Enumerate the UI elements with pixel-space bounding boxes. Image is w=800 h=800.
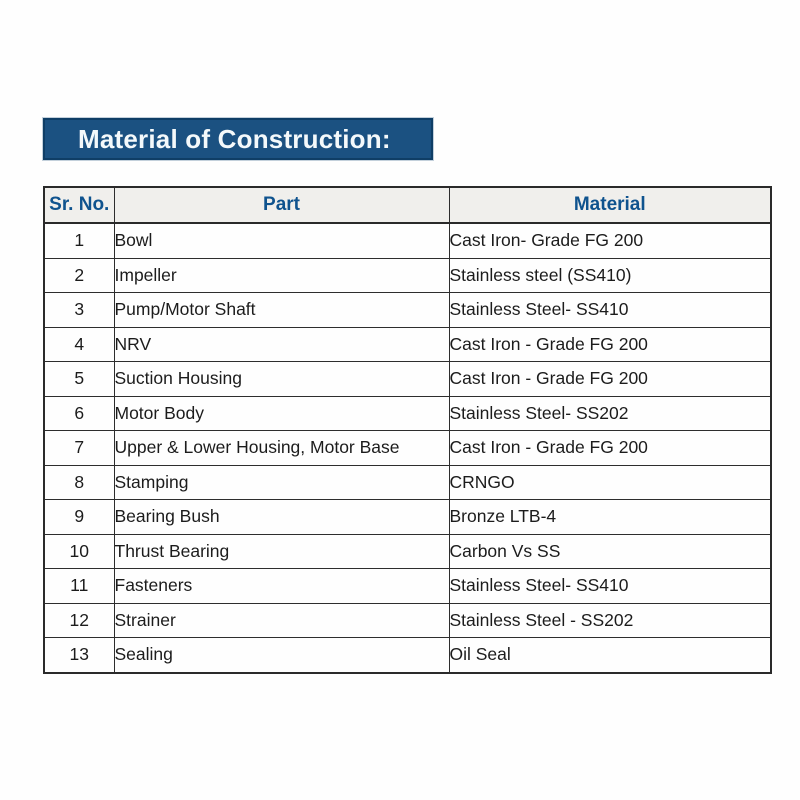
cell-material: Oil Seal — [449, 638, 771, 673]
column-header-part: Part — [114, 187, 449, 223]
cell-material: CRNGO — [449, 465, 771, 500]
cell-part: Motor Body — [114, 396, 449, 431]
cell-sr-no: 2 — [44, 258, 114, 293]
table-row — [44, 431, 771, 466]
cell-part: Pump/Motor Shaft — [114, 293, 449, 328]
table-row — [44, 223, 771, 258]
column-header-sr-no: Sr. No. — [44, 187, 114, 223]
table-row — [44, 327, 771, 362]
table-row — [44, 362, 771, 397]
cell-part: Upper & Lower Housing, Motor Base — [114, 431, 449, 466]
cell-part: Strainer — [114, 603, 449, 638]
cell-part: Bearing Bush — [114, 500, 449, 535]
cell-sr-no: 9 — [44, 500, 114, 535]
material-table — [43, 186, 772, 674]
cell-material: Cast Iron - Grade FG 200 — [449, 362, 771, 397]
cell-material: Stainless steel (SS410) — [449, 258, 771, 293]
table-row — [44, 603, 771, 638]
cell-material: Stainless Steel- SS202 — [449, 396, 771, 431]
cell-sr-no: 13 — [44, 638, 114, 673]
table-row — [44, 500, 771, 535]
cell-sr-no: 6 — [44, 396, 114, 431]
cell-sr-no: 11 — [44, 569, 114, 604]
table-row — [44, 638, 771, 673]
cell-material: Cast Iron - Grade FG 200 — [449, 431, 771, 466]
cell-sr-no: 12 — [44, 603, 114, 638]
cell-sr-no: 1 — [44, 223, 114, 258]
table-header-row — [44, 187, 771, 223]
cell-material: Stainless Steel- SS410 — [449, 569, 771, 604]
cell-sr-no: 4 — [44, 327, 114, 362]
cell-material: Carbon Vs SS — [449, 534, 771, 569]
cell-part: NRV — [114, 327, 449, 362]
cell-sr-no: 3 — [44, 293, 114, 328]
cell-sr-no: 7 — [44, 431, 114, 466]
table-row — [44, 534, 771, 569]
column-header-material: Material — [449, 187, 771, 223]
cell-sr-no: 8 — [44, 465, 114, 500]
table-row — [44, 258, 771, 293]
cell-part: Stamping — [114, 465, 449, 500]
cell-material: Cast Iron - Grade FG 200 — [449, 327, 771, 362]
table-body — [44, 223, 771, 673]
table-row — [44, 465, 771, 500]
table-row — [44, 293, 771, 328]
section-title: Material of Construction: — [78, 123, 391, 154]
cell-part: Thrust Bearing — [114, 534, 449, 569]
cell-material: Bronze LTB-4 — [449, 500, 771, 535]
cell-sr-no: 5 — [44, 362, 114, 397]
cell-material: Stainless Steel- SS410 — [449, 293, 771, 328]
cell-material: Stainless Steel - SS202 — [449, 603, 771, 638]
cell-sr-no: 10 — [44, 534, 114, 569]
cell-part: Impeller — [114, 258, 449, 293]
cell-material: Cast Iron- Grade FG 200 — [449, 223, 771, 258]
cell-part: Bowl — [114, 223, 449, 258]
table-header — [44, 187, 771, 223]
table-row — [44, 396, 771, 431]
cell-part: Sealing — [114, 638, 449, 673]
section-title-bar — [43, 118, 433, 160]
table-row — [44, 569, 771, 604]
cell-part: Suction Housing — [114, 362, 449, 397]
cell-part: Fasteners — [114, 569, 449, 604]
